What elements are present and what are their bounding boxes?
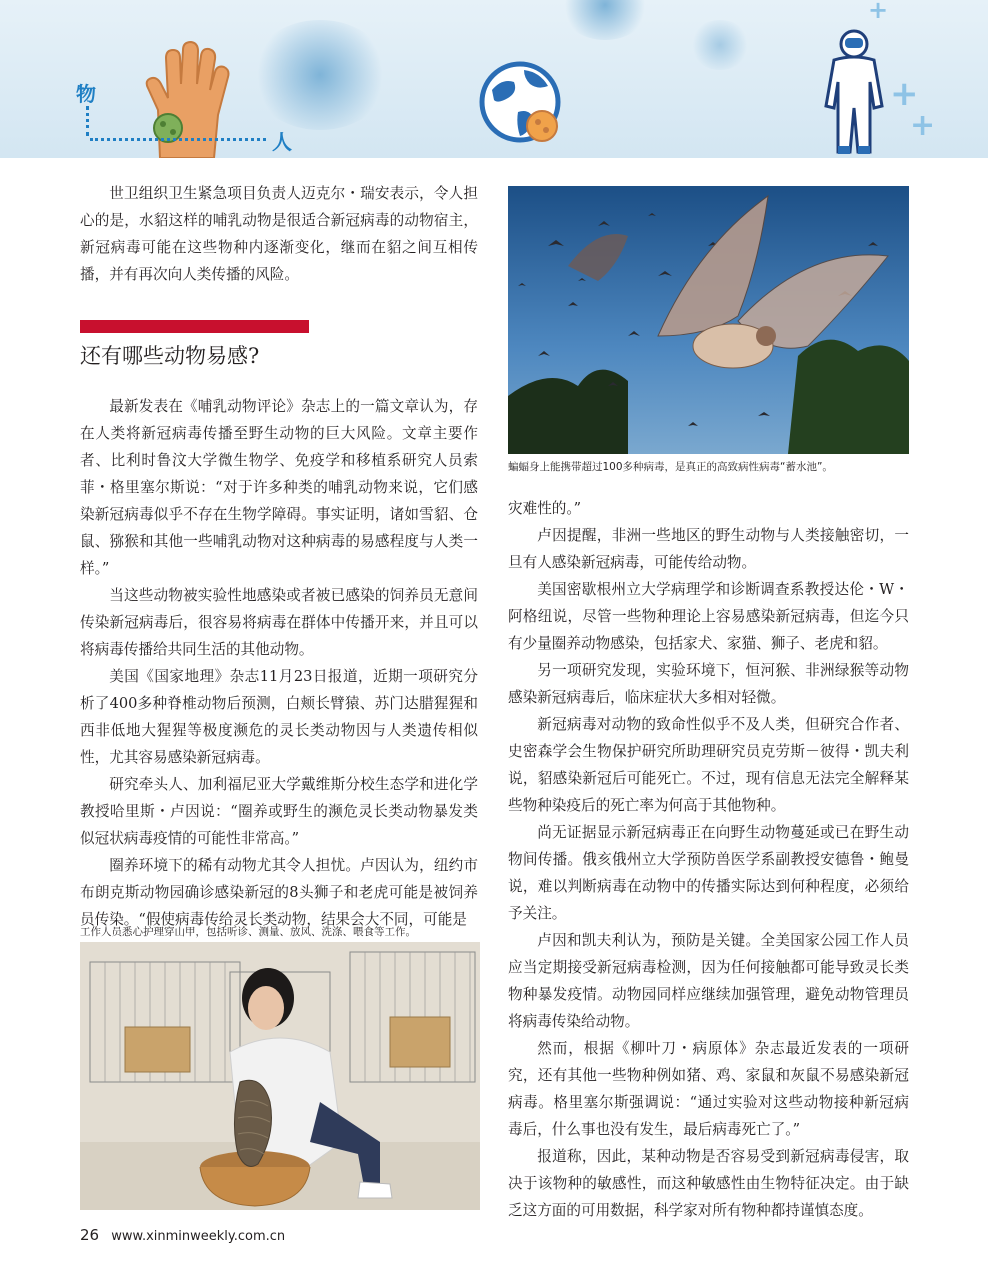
bat-photo — [508, 186, 909, 454]
body-paragraph: 卢因和凯夫利认为，预防是关键。全美国家公园工作人员应当定期接受新冠病毒检测，因为任何接触都可能导致灵长类物种暴发疫情。动物园同样应继续加强管理，避免动物管理员将病毒传染给动物。 — [508, 932, 909, 1030]
body-paragraph-continuation: 灾难性的。” — [508, 500, 582, 517]
body-paragraph: 当这些动物被实验性地感染或者被已感染的饲养员无意间传染新冠病毒后，很容易将病毒在群体中传播开来，并且可以将病毒传播给共同生活的其他动物。 — [80, 587, 478, 658]
right-body-text — [508, 495, 909, 1224]
body-paragraph: 新冠病毒对动物的致命性似乎不及人类，但研究合作者、史密森学会生物保护研究所助理研究员克劳斯－彼得・凯夫利说，貂感染新冠后可能死亡。不过，现有信息无法完全解释某些物种染疫后的死亡率为何高于其他物种。 — [508, 716, 909, 814]
section-red-bar — [80, 320, 309, 333]
body-paragraph: 然而，根据《柳叶刀・病原体》杂志最近发表的一项研究，还有其他一些物种例如猪、鸡、家鼠和灰鼠不易感染新冠病毒。格里塞尔斯强调说：“通过实验对这些动物接种新冠病毒后，什么事也没有发生，最后病毒死亡了。” — [508, 1040, 909, 1138]
page-footer — [80, 1226, 285, 1244]
footer-url: www.xinminweekly.com.cn — [111, 1229, 286, 1244]
pangolin-care-photo — [80, 942, 480, 1210]
body-paragraph: 最新发表在《哺乳动物评论》杂志上的一篇文章认为，存在人类将新冠病毒传播至野生动物的巨大风险。文章主要作者、比利时鲁汶大学微生物学、免疫学和移植系研究人员索菲・格里塞尔斯说：“对于许多种类的哺乳动物来说，它们感染新冠病毒似乎不存在生物学障碍。事实证明，诸如雪貂、仓鼠、猕猴和其他一些哺乳动物对这种病毒的易感程度与人类一样。” — [80, 398, 478, 577]
body-paragraph: 圈养环境下的稀有动物尤其令人担忧。卢因认为，纽约市布朗克斯动物园确诊感染新冠的8头狮子和老虎可能是被饲养员传染。“假使病毒传给灵长类动物，结果会大不同，可能是 — [80, 857, 478, 928]
header-banner — [0, 0, 988, 158]
body-paragraph: 尚无证据显示新冠病毒正在向野生动物蔓延或已在野生动物间传播。俄亥俄州立大学预防兽医学系副教授安德鲁・鲍曼说，难以判断病毒在动物中的传播实际达到何种程度，必须给予关注。 — [508, 824, 909, 922]
pangolin-photo-illustration — [80, 942, 480, 1210]
virus-blur-decoration — [250, 20, 390, 130]
plus-icon: + — [868, 0, 889, 24]
bat-photo-caption: 蝙蝠身上能携带超过100多种病毒，是真正的高致病性病毒“蓄水池”。 — [508, 461, 833, 473]
hazmat-suit-icon — [818, 28, 890, 156]
intro-paragraph-block — [80, 180, 478, 288]
virus-blur-decoration — [560, 0, 650, 40]
body-paragraph: 研究牵头人、加利福尼亚大学戴维斯分校生态学和进化学教授哈里斯・卢因说：“圈养或野生的濒危灵长类动物暴发类似冠状病毒疫情的可能性非常高。” — [80, 776, 478, 847]
section-subheading: 还有哪些动物易感? — [80, 344, 260, 368]
globe-icon — [478, 60, 568, 150]
body-paragraph: 美国《国家地理》杂志11月23日报道，近期一项研究分析了400多种脊椎动物后预测，白颊长臂猿、苏门达腊猩猩和西非低地大猩猩等极度濒危的灵长类动物因与人类遗传相似性，尤其容易感染新冠病毒。 — [80, 668, 478, 766]
pangolin-photo-caption: 工作人员悉心护理穿山甲，包括听诊、测量、放风、洗涤、喂食等工作。 — [80, 926, 416, 938]
section-label-bottom: 人 — [272, 130, 292, 154]
body-paragraph: 另一项研究发现，实验环境下，恒河猴、非洲绿猴等动物感染新冠病毒后，临床症状大多相对轻微。 — [508, 662, 909, 706]
page-number: 26 — [80, 1226, 100, 1244]
body-paragraph: 报道称，因此，某种动物是否容易受到新冠病毒侵害，取决于该物种的敏感性，而这种敏感性由生物特征决定。由于缺乏这方面的可用数据，科学家对所有物种都持谨慎态度。 — [508, 1148, 909, 1219]
plus-icon: + — [890, 74, 919, 114]
virus-blur-decoration — [690, 20, 750, 70]
intro-paragraph: 世卫组织卫生紧急项目负责人迈克尔・瑞安表示，令人担心的是，水貂这样的哺乳动物是很适合新冠病毒的动物宿主，新冠病毒可能在这些物种内逐渐变化，继而在貂之间互相传播，并有再次向人类传播的风险。 — [80, 185, 478, 283]
body-paragraph: 美国密歇根州立大学病理学和诊断调查系教授达伦・W・阿格纽说，尽管一些物种理论上容易感染新冠病毒，但迄今只有少量圈养动物感染，包括家犬、家猫、狮子、老虎和貂。 — [508, 581, 909, 652]
body-paragraph: 卢因提醒，非洲一些地区的野生动物与人类接触密切，一旦有人感染新冠病毒，可能传给动物。 — [508, 527, 909, 571]
section-dots-horizontal — [90, 138, 266, 141]
section-label-top: 物 — [76, 82, 96, 106]
section-dots-vertical — [86, 106, 89, 136]
plus-icon: + — [910, 108, 936, 143]
bat-photo-illustration — [508, 186, 909, 454]
left-body-text — [80, 393, 478, 933]
